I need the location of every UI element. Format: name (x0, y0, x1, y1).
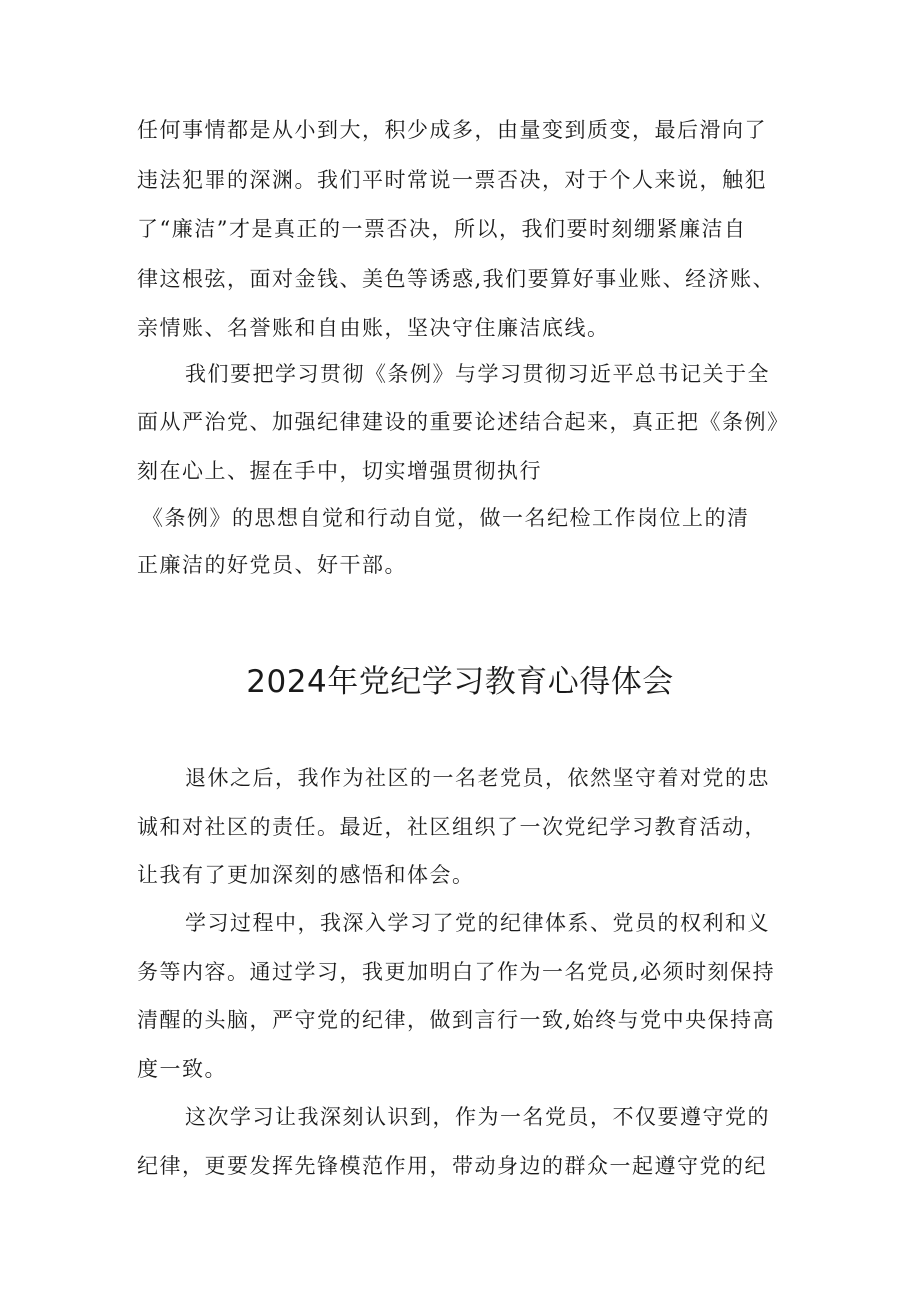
text-line: 刻在心上、握在手中，切实增强贯彻执行 (137, 459, 542, 483)
text-line: 律这根弦，面对金钱、美色等诱惑,我们要算好事业账、经济账、 (137, 267, 776, 291)
text-line: 度一致。 (137, 1057, 227, 1081)
text-line: 了“廉洁”才是真正的一票否决，所以，我们要时刻绷紧廉洁自 (137, 217, 747, 241)
text-line: 亲情账、名誉账和自由账，坚决守住廉洁底线。 (137, 316, 610, 340)
text-line: 这次学习让我深刻认识到，作为一名党员，不仅要遵守党的 (185, 1105, 770, 1129)
text-line: 我们要把学习贯彻《条例》与学习贯彻习近平总书记关于全 (185, 362, 770, 386)
text-line: 务等内容。通过学习，我更加明白了作为一名党员,必须时刻保持 (137, 960, 776, 984)
text-line: 正廉洁的好党员、好干部。 (137, 553, 407, 577)
text-line: 学习过程中，我深入学习了党的纪律体系、党员的权利和义 (185, 911, 770, 935)
text-line: 让我有了更加深刻的感悟和体会。 (137, 863, 475, 887)
text-line: 违法犯罪的深渊。我们平时常说一票否决，对于个人来说，触犯 (137, 168, 767, 192)
text-line: 诚和对社区的责任。最近，社区组织了一次党纪学习教育活动， (137, 815, 767, 839)
text-line: 纪律，更要发挥先锋模范作用，带动身边的群众一起遵守党的纪 (137, 1154, 767, 1178)
text-line: 清醒的头脑，严守党的纪律，做到言行一致,始终与党中央保持高 (137, 1008, 776, 1032)
text-line: 面从严治党、加强纪律建设的重要论述结合起来，真正把《条例》 (137, 410, 790, 434)
text-line: 任何事情都是从小到大，积少成多，由量变到质变，最后滑向了 (137, 118, 767, 142)
text-line: 《条例》的思想自觉和行动自觉，做一名纪检工作岗位上的清 (142, 506, 750, 530)
text-line: 退休之后，我作为社区的一名老党员，依然坚守着对党的忠 (185, 766, 770, 790)
article-title: 2024年党纪学习教育心得体会 (246, 664, 674, 700)
